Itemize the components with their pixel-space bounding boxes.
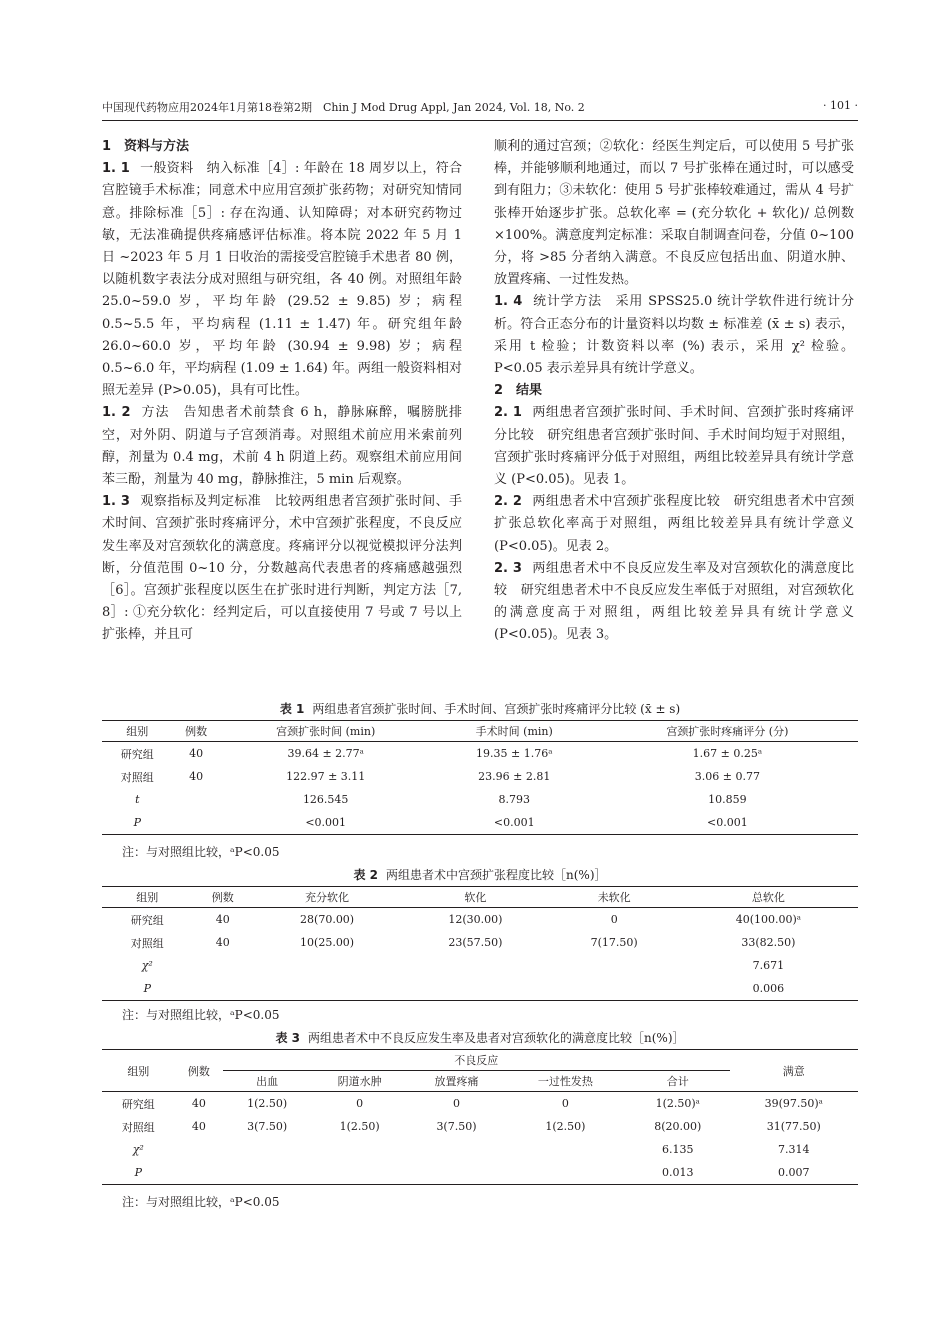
section-2-1: 2. 1 两组患者宫颈扩张时间、手术时间、宫颈扩张时疼痛评分比较 研究组患者宫颈扩张时间、手术时间均短于对照组，宫颈扩张时疼痛评分低于对照组，两组比较差异具有统计学意义 (P<0.05)。见表 1。 xyxy=(494,405,854,488)
table-header: 例数 xyxy=(193,887,253,908)
table-header: 放置疼痛 xyxy=(408,1071,505,1092)
table-header: 例数 xyxy=(173,721,220,742)
page-number: · 101 · xyxy=(823,99,858,112)
table-2 xyxy=(102,886,858,1001)
section-1-1: 1. 1 一般资料 纳入标准［4］: 年龄在 18 周岁以上，符合宫腔镜手术标准；同意术中应用宫颈扩张药物；对研究知情同意。排除标准［5］: 存在沟通、认知障碍；对本研究药物过敏，无法准确提供疼痛感评估标准。将本院 2022 年 5 月 1 日 ~2023 年 5 月 1 日收治的需接受宫腔镜手术患者 80 例，以随机数字表法分成对照组与研究组，各 40 例。对照组年龄 25.0~59.0 岁，平均年龄 (29.52 ± 9.85) 岁；病程 0.5~5.5 年，平均病程 (1.11 ± 1.47) 年。研究组年龄 26.0~60.0 岁，平均年龄 (30.94 ± 9.98) 岁；病程 0.5~6.0 年，平均病程 (1.09 ± 1.64) 年。两组一般资料相对照无差异 (P>0.05)，具有可比性。 xyxy=(102,161,462,399)
table-row: 研究组 40 39.64 ± 2.77ᵃ 19.35 ± 1.76ᵃ 1.67 ± 0.25ᵃ xyxy=(120,747,763,761)
table-header: 阴道水肿 xyxy=(311,1071,408,1092)
section-1-2: 1. 2 方法 告知患者术前禁食 6 h，静脉麻醉，嘱膀胱排空，对外阴、阴道与子宫颈消毒。对照组术前应用米索前列醇，剂量为 0.4 mg，术前 4 h 阴道上药。观察组术前应用间苯三酚，剂量为 40 mg，静脉推注，5 min 后观察。 xyxy=(102,405,462,488)
table-3-note: 注：与对照组比较，ᵃP<0.05 xyxy=(122,1195,280,1209)
running-header xyxy=(102,99,858,115)
table-header: 手术时间 (min) xyxy=(432,721,597,742)
right-column xyxy=(494,136,854,647)
table-header: 充分软化 xyxy=(253,887,401,908)
table-1 xyxy=(102,720,858,835)
header-rule xyxy=(102,120,858,121)
table-header: 满意 xyxy=(730,1050,858,1092)
table-header: 一过性发热 xyxy=(505,1071,626,1092)
table-row: P 0.013 0.007 xyxy=(102,1161,858,1185)
table-row: P 0.006 xyxy=(102,977,858,1001)
table-header: 例数 xyxy=(175,1050,223,1092)
journal-info: 中国现代药物应用2024年1月第18卷第2期 Chin J Mod Drug Appl, Jan 2024, Vol. 18, No. 2 xyxy=(102,101,585,114)
table-row: t 126.545 8.793 10.859 xyxy=(135,793,747,806)
section-2-2: 2. 2 两组患者术中宫颈扩张程度比较 研究组患者术中宫颈扩张总软化率高于对照组，两组比较差异具有统计学意义 (P<0.05)。见表 2。 xyxy=(494,494,854,554)
section-2-title: 2 结果 xyxy=(494,383,543,399)
table-header: 组别 xyxy=(102,1050,175,1092)
table-row: 研究组 40 28(70.00) 12(30.00) 0 40(100.00)ᵃ xyxy=(130,913,802,927)
table-header: 宫颈扩张时间 (min) xyxy=(220,721,432,742)
table-header: 未软化 xyxy=(550,887,679,908)
section-1-3-cont: 顺利的通过宫颈；②软化：经医生判定后，可以使用 5 号扩张棒，并能够顺利地通过，而以 7 号扩张棒在通过时，可以感受到有阻力；③未软化：使用 5 号扩张棒较难通过，需从 4 号扩张棒开始逐步扩张。总软化率 = (充分软化 + 软化)/ 总例数 ×100%。满意度判定标准：采取自制调查问卷，分值 0~100 分，将 >85 分者纳入满意。不良反应包括出血、阴道水肿、放置疼痛、一过性发热。 xyxy=(494,139,854,288)
table-3 xyxy=(102,1049,858,1185)
table-header: 组别 xyxy=(102,887,193,908)
table-header: 不良反应 xyxy=(223,1050,730,1071)
table-header: 出血 xyxy=(223,1071,311,1092)
section-1-3: 1. 3 观察指标及判定标准 比较两组患者宫颈扩张时间、手术时间、宫颈扩张时疼痛评分，术中宫颈扩张程度，不良反应发生率及对宫颈软化的满意度。疼痛评分以视觉模拟评分法判断，分值范围 0~10 分，分数越高代表患者的疼痛感越强烈［6］。宫颈扩张程度以医生在扩张时进行判断，判定方法［7, 8］: ①充分软化：经判定后，可以直接使用 7 号或 7 号以上扩张棒，并且可 xyxy=(102,494,462,643)
table-header: 软化 xyxy=(401,887,549,908)
table-row: χ² 7.671 xyxy=(141,959,785,972)
section-2-3: 2. 3 两组患者术中不良反应发生率及对宫颈软化的满意度比较 研究组患者术中不良反应发生率低于对照组，对宫颈软化的满意度高于对照组，两组比较差异具有统计学意义 (P<0.05)。见表 3。 xyxy=(494,560,854,643)
table-3-caption: 表 3 两组患者术中不良反应发生率及患者对宫颈软化的满意度比较［n(%)］ xyxy=(275,1031,685,1045)
section-1-title: 1 资料与方法 xyxy=(102,139,190,154)
left-column xyxy=(102,136,462,647)
table-header: 组别 xyxy=(102,721,173,742)
table-header: 合计 xyxy=(626,1071,730,1092)
table-2-caption: 表 2 两组患者术中宫颈扩张程度比较［n(%)］ xyxy=(353,868,607,882)
table-header: 总软化 xyxy=(679,887,858,908)
table-2-note: 注：与对照组比较，ᵃP<0.05 xyxy=(122,1008,280,1022)
table-row: 对照组 40 10(25.00) 23(57.50) 7(17.50) 33(82.50) xyxy=(130,936,796,950)
table-row: χ² 6.135 7.314 xyxy=(132,1143,810,1156)
table-1-note: 注：与对照组比较，ᵃP<0.05 xyxy=(122,845,280,859)
table-row: 对照组 40 122.97 ± 3.11 23.96 ± 2.81 3.06 ± 0.77 xyxy=(120,770,760,784)
table-header: 宫颈扩张时疼痛评分 (分) xyxy=(597,721,858,742)
table-row: P <0.001 <0.001 <0.001 xyxy=(102,811,858,835)
table-row: 研究组 40 1(2.50) 0 0 0 1(2.50)ᵃ 39(97.50)ᵃ xyxy=(121,1097,823,1111)
table-1-caption: 表 1 两组患者宫颈扩张时间、手术时间、宫颈扩张时疼痛评分比较 (x̄ ± s) xyxy=(279,702,681,716)
table-row: 对照组 40 3(7.50) 1(2.50) 3(7.50) 1(2.50) 8(20.00) 31(77.50) xyxy=(121,1120,821,1134)
section-1-4: 1. 4 统计学方法 采用 SPSS25.0 统计学软件进行统计分析。符合正态分布的计量资料以均数 ± 标准差 (x̄ ± s) 表示，采用 t 检验；计数资料以率 (%) 表示，采用 χ² 检验。P<0.05 表示差异具有统计学意义。 xyxy=(494,294,854,377)
